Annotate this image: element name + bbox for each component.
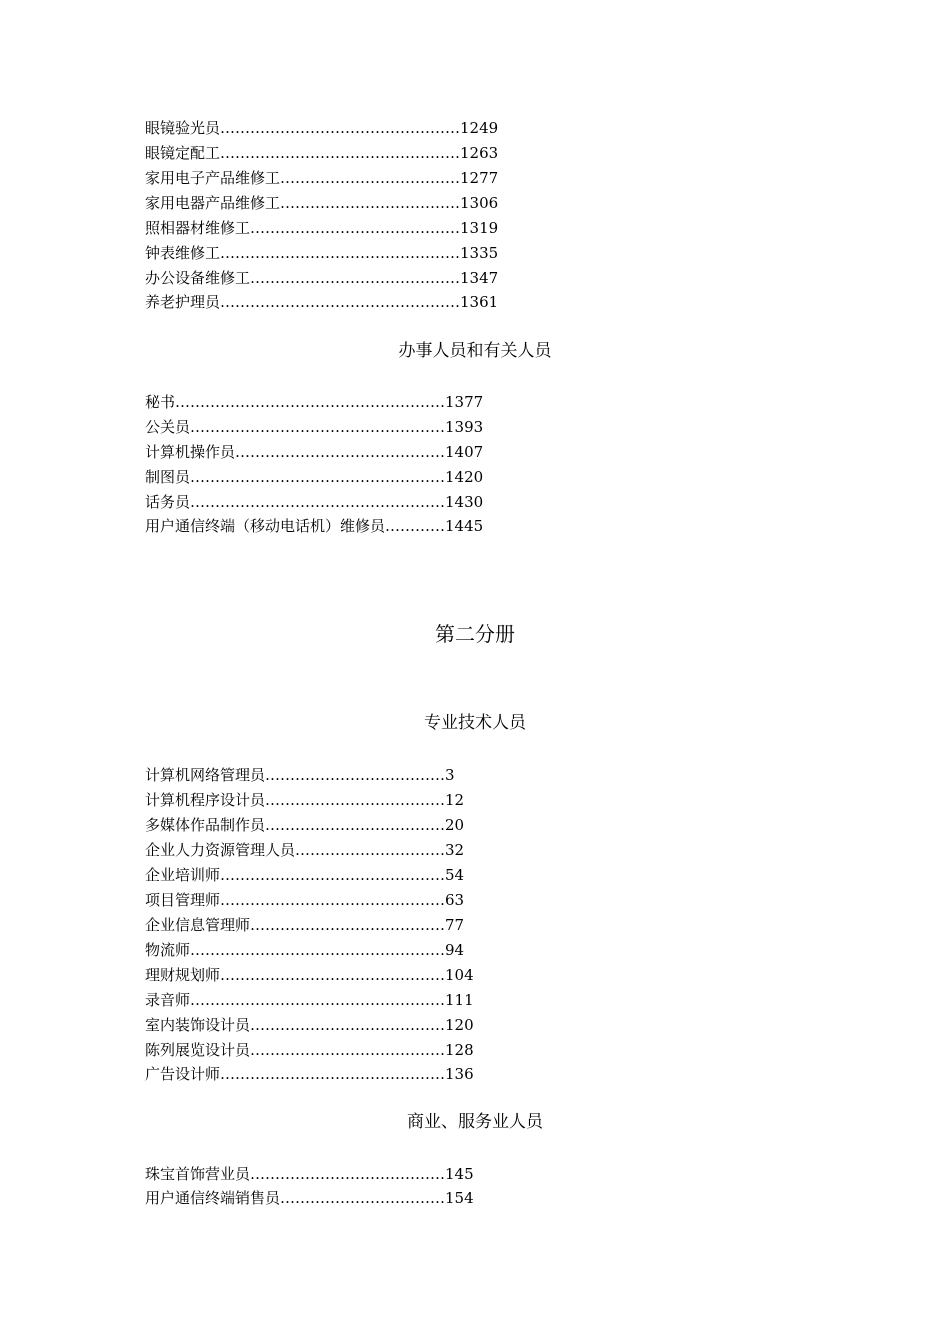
volume-heading: 第二分册 — [435, 622, 515, 646]
section-heading-professional: 专业技术人员 — [424, 713, 526, 733]
toc-entry: 室内装饰设计员…………………………………120 — [145, 1016, 474, 1034]
toc-entry: 企业人力资源管理人员…………………………32 — [145, 841, 465, 859]
toc-entry: 眼镜验光员…………………………………………1249 — [145, 119, 499, 137]
toc-entry: 制图员……………………………………………1420 — [145, 468, 484, 486]
toc-entry: 企业培训师………………………………………54 — [145, 866, 465, 884]
toc-entry: 用户通信终端销售员……………………………154 — [145, 1189, 474, 1207]
toc-entry: 项目管理师………………………………………63 — [145, 891, 465, 909]
toc-entry: 养老护理员…………………………………………1361 — [145, 293, 499, 311]
toc-entry: 眼镜定配工…………………………………………1263 — [145, 144, 499, 162]
toc-entry: 计算机程序设计员………………………………12 — [145, 791, 465, 809]
toc-entry: 家用电器产品维修工………………………………1306 — [145, 194, 499, 212]
toc-entry: 录音师……………………………………………111 — [145, 991, 474, 1009]
toc-entry: 钟表维修工…………………………………………1335 — [145, 244, 499, 262]
toc-entry: 企业信息管理师…………………………………77 — [145, 916, 465, 934]
toc-entry: 家用电子产品维修工………………………………1277 — [145, 169, 499, 187]
toc-entry: 物流师……………………………………………94 — [145, 941, 465, 959]
toc-entry: 话务员……………………………………………1430 — [145, 493, 484, 511]
toc-entry: 公关员……………………………………………1393 — [145, 418, 484, 436]
toc-entry: 办公设备维修工……………………………………1347 — [145, 269, 499, 287]
toc-entry: 计算机操作员……………………………………1407 — [145, 443, 484, 461]
toc-entry: 理财规划师………………………………………104 — [145, 966, 474, 984]
toc-entry: 陈列展览设计员…………………………………128 — [145, 1041, 474, 1059]
toc-entry: 用户通信终端（移动电话机）维修员…………1445 — [145, 517, 484, 535]
section-heading-commerce-service: 商业、服务业人员 — [407, 1112, 543, 1132]
toc-entry: 秘书………………………………………………1377 — [145, 393, 484, 411]
toc-entry: 珠宝首饰营业员…………………………………145 — [145, 1165, 474, 1183]
toc-entry: 照相器材维修工……………………………………1319 — [145, 219, 499, 237]
toc-entry: 多媒体作品制作员………………………………20 — [145, 816, 465, 834]
section-heading-office-staff: 办事人员和有关人员 — [398, 341, 552, 361]
toc-entry: 计算机网络管理员………………………………3 — [145, 766, 455, 784]
toc-entry: 广告设计师………………………………………136 — [145, 1065, 474, 1083]
